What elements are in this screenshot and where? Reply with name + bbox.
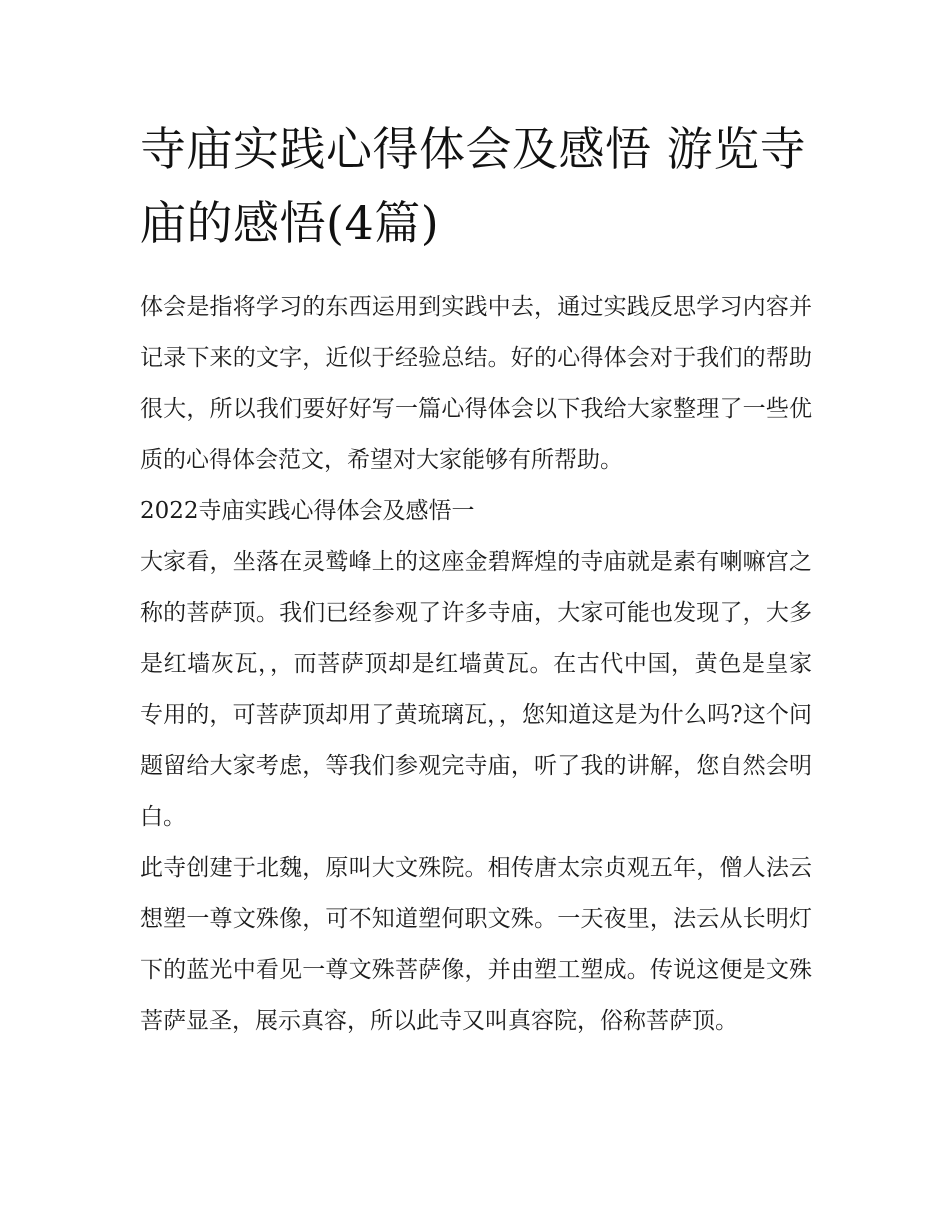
body-paragraph-1: 大家看，坐落在灵鹫峰上的这座金碧辉煌的寺庙就是素有喇嘛宫之称的菩萨顶。我们已经参观了许多寺庙，大家可能也发现了，大多是红墙灰瓦，，而菩萨顶却是红墙黄瓦。在古代中国，黄色是皇家专用的，可菩萨顶却用了黄琉璃瓦，，您知道这是为什么吗?这个问题留给大家考虑，等我们参观完寺庙，听了我的讲解，您自然会明白。: [140, 549, 812, 830]
intro-paragraph: 体会是指将学习的东西运用到实践中去，通过实践反思学习内容并记录下来的文字，近似于经验总结。好的心得体会对于我们的帮助很大，所以我们要好好写一篇心得体会以下我给大家整理了一些优质的心得体会范文，希望对大家能够有所帮助。: [140, 294, 812, 473]
section-heading: 2022寺庙实践心得体会及感悟一: [140, 498, 475, 524]
document-body: [140, 112, 812, 1047]
body-paragraph-2: 此寺创建于北魏，原叫大文殊院。相传唐太宗贞观五年，僧人法云想塑一尊文殊像，可不知道塑何职文殊。一天夜里，法云从长明灯下的蓝光中看见一尊文殊菩萨像，并由塑工塑成。传说这便是文殊菩萨显圣，展示真容，所以此寺又叫真容院，俗称菩萨顶。: [140, 855, 812, 1034]
document-title: 寺庙实践心得体会及感悟 游览寺庙的感悟(4篇): [140, 122, 807, 250]
